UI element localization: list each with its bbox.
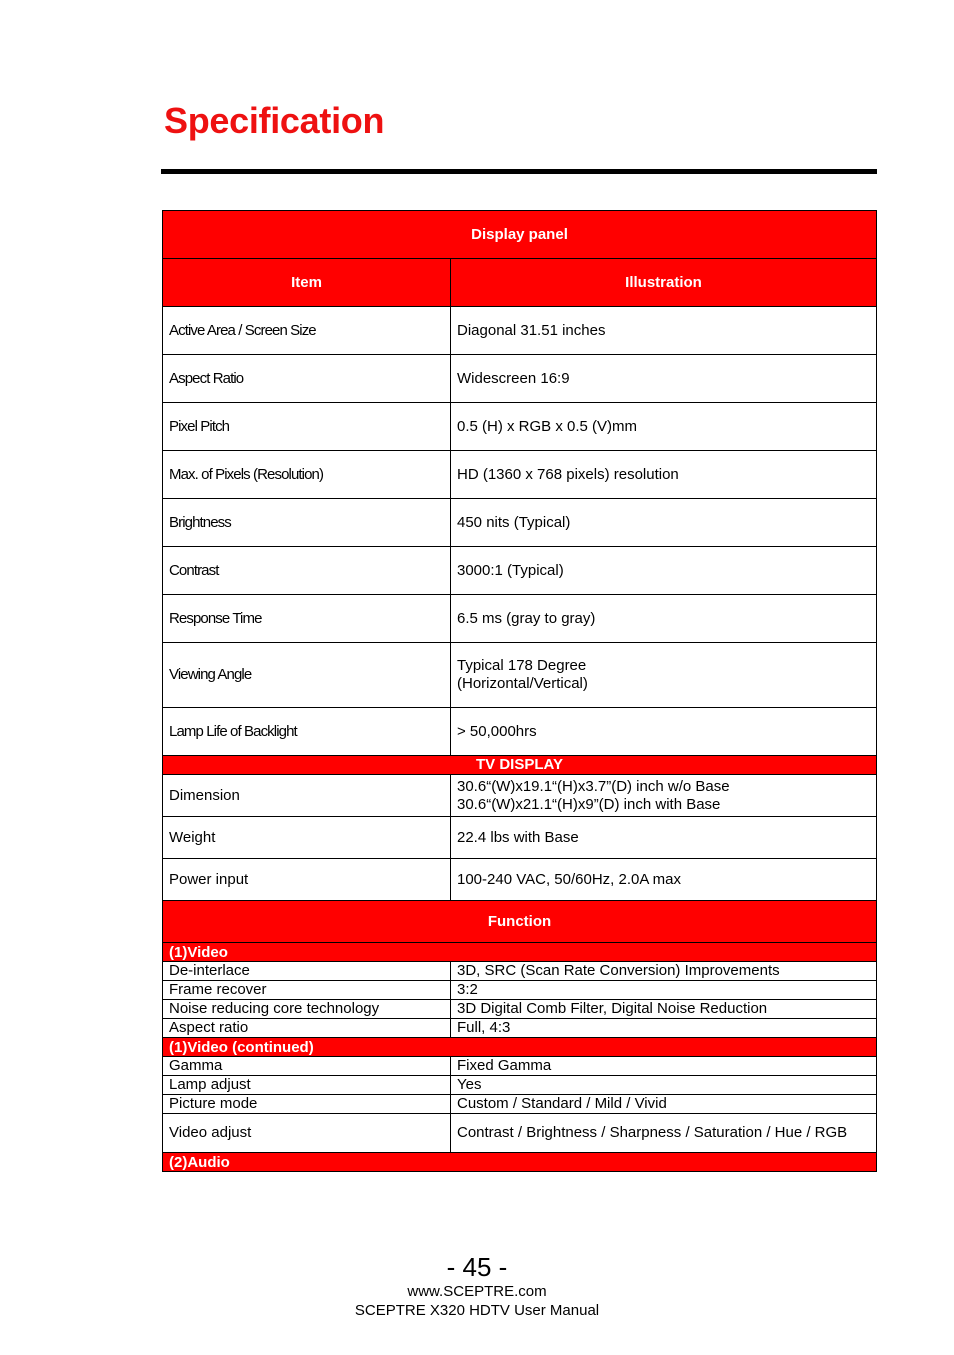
- table-row: [163, 1000, 877, 1019]
- column-header-item: Item: [163, 259, 451, 307]
- spec-value: 450 nits (Typical): [451, 499, 877, 547]
- column-header-illustration: Illustration: [451, 259, 877, 307]
- table-row: [163, 1076, 877, 1095]
- table-row: [163, 595, 877, 643]
- spec-value: Widescreen 16:9: [451, 355, 877, 403]
- video-header-row: [163, 943, 877, 962]
- display-panel-header: Display panel: [163, 211, 877, 259]
- column-header-row: [163, 259, 877, 307]
- spec-item: Lamp Life of Backlight: [163, 708, 451, 756]
- video-continued-header-row: [163, 1038, 877, 1057]
- spec-value-line: 30.6“(W)x21.1“(H)x9”(D) inch with Base: [457, 795, 721, 813]
- spec-item: Frame recover: [163, 981, 451, 1000]
- spec-value-line: (Horizontal/Vertical): [457, 675, 588, 692]
- tv-display-header: TV DISPLAY: [163, 756, 877, 775]
- spec-value: 22.4 lbs with Base: [451, 817, 877, 859]
- spec-item: Pixel Pitch: [163, 403, 451, 451]
- table-row: [163, 981, 877, 1000]
- table-row: [163, 307, 877, 355]
- table-row: [163, 403, 877, 451]
- spec-value: 3000:1 (Typical): [451, 547, 877, 595]
- spec-item: Picture mode: [163, 1095, 451, 1114]
- spec-value: Contrast / Brightness / Sharpness / Saturation / Hue / RGB: [451, 1114, 877, 1153]
- spec-value: Full, 4:3: [451, 1019, 877, 1038]
- table-row: [163, 708, 877, 756]
- spec-value: [451, 775, 877, 817]
- spec-item: Video adjust: [163, 1114, 451, 1153]
- spec-value: Fixed Gamma: [451, 1057, 877, 1076]
- table-row: [163, 1114, 877, 1153]
- footer-url: www.SCEPTRE.com: [407, 1283, 547, 1300]
- spec-value: 3:2: [451, 981, 877, 1000]
- audio-subheader: (2)Audio: [163, 1153, 877, 1172]
- spec-value: 100-240 VAC, 50/60Hz, 2.0A max: [451, 859, 877, 901]
- spec-value: 0.5 (H) x RGB x 0.5 (V)mm: [451, 403, 877, 451]
- video-continued-subheader: (1)Video (continued): [163, 1038, 877, 1057]
- table-row: [163, 775, 877, 817]
- spec-value: [451, 643, 877, 708]
- audio-header-row: [163, 1153, 877, 1172]
- spec-item: Viewing Angle: [163, 643, 451, 708]
- page-title: Specification: [164, 100, 385, 141]
- table-row: [163, 1095, 877, 1114]
- spec-item: Brightness: [163, 499, 451, 547]
- specification-table: [162, 210, 877, 1172]
- spec-value: Yes: [451, 1076, 877, 1095]
- spec-value: HD (1360 x 768 pixels) resolution: [451, 451, 877, 499]
- spec-item: Max. of Pixels (Resolution): [163, 451, 451, 499]
- spec-item: Lamp adjust: [163, 1076, 451, 1095]
- spec-value: 6.5 ms (gray to gray): [451, 595, 877, 643]
- function-header: Function: [163, 901, 877, 943]
- function-header-row: [163, 901, 877, 943]
- page-number: - 45 -: [446, 1252, 508, 1282]
- spec-value: Diagonal 31.51 inches: [451, 307, 877, 355]
- table-row: [163, 643, 877, 708]
- spec-item: Gamma: [163, 1057, 451, 1076]
- spec-item: Aspect ratio: [163, 1019, 451, 1038]
- table-row: [163, 1057, 877, 1076]
- spec-value-line: 30.6“(W)x19.1“(H)x3.7”(D) inch w/o Base: [457, 777, 730, 795]
- table-row: [163, 817, 877, 859]
- spec-item: De-interlace: [163, 962, 451, 981]
- spec-item: Dimension: [163, 775, 451, 817]
- table-row: [163, 547, 877, 595]
- spec-item: Power input: [163, 859, 451, 901]
- spec-value: 3D Digital Comb Filter, Digital Noise Reduction: [451, 1000, 877, 1019]
- spec-item: Response Time: [163, 595, 451, 643]
- spec-value: > 50,000hrs: [451, 708, 877, 756]
- footer-manual-title: SCEPTRE X320 HDTV User Manual: [354, 1302, 600, 1319]
- spec-value-line: Typical 178 Degree: [457, 657, 587, 674]
- table-row: [163, 1019, 877, 1038]
- table-row: [163, 499, 877, 547]
- spec-item: Noise reducing core technology: [163, 1000, 451, 1019]
- spec-item: Active Area / Screen Size: [163, 307, 451, 355]
- spec-value: Custom / Standard / Mild / Vivid: [451, 1095, 877, 1114]
- video-subheader: (1)Video: [163, 943, 877, 962]
- tv-display-header-row: [163, 756, 877, 775]
- title-divider: [161, 169, 877, 174]
- spec-item: Aspect Ratio: [163, 355, 451, 403]
- table-row: [163, 355, 877, 403]
- table-row: [163, 962, 877, 981]
- display-panel-header-row: [163, 211, 877, 259]
- spec-item: Weight: [163, 817, 451, 859]
- spec-value: 3D, SRC (Scan Rate Conversion) Improvements: [451, 962, 877, 981]
- spec-item: Contrast: [163, 547, 451, 595]
- table-row: [163, 451, 877, 499]
- table-row: [163, 859, 877, 901]
